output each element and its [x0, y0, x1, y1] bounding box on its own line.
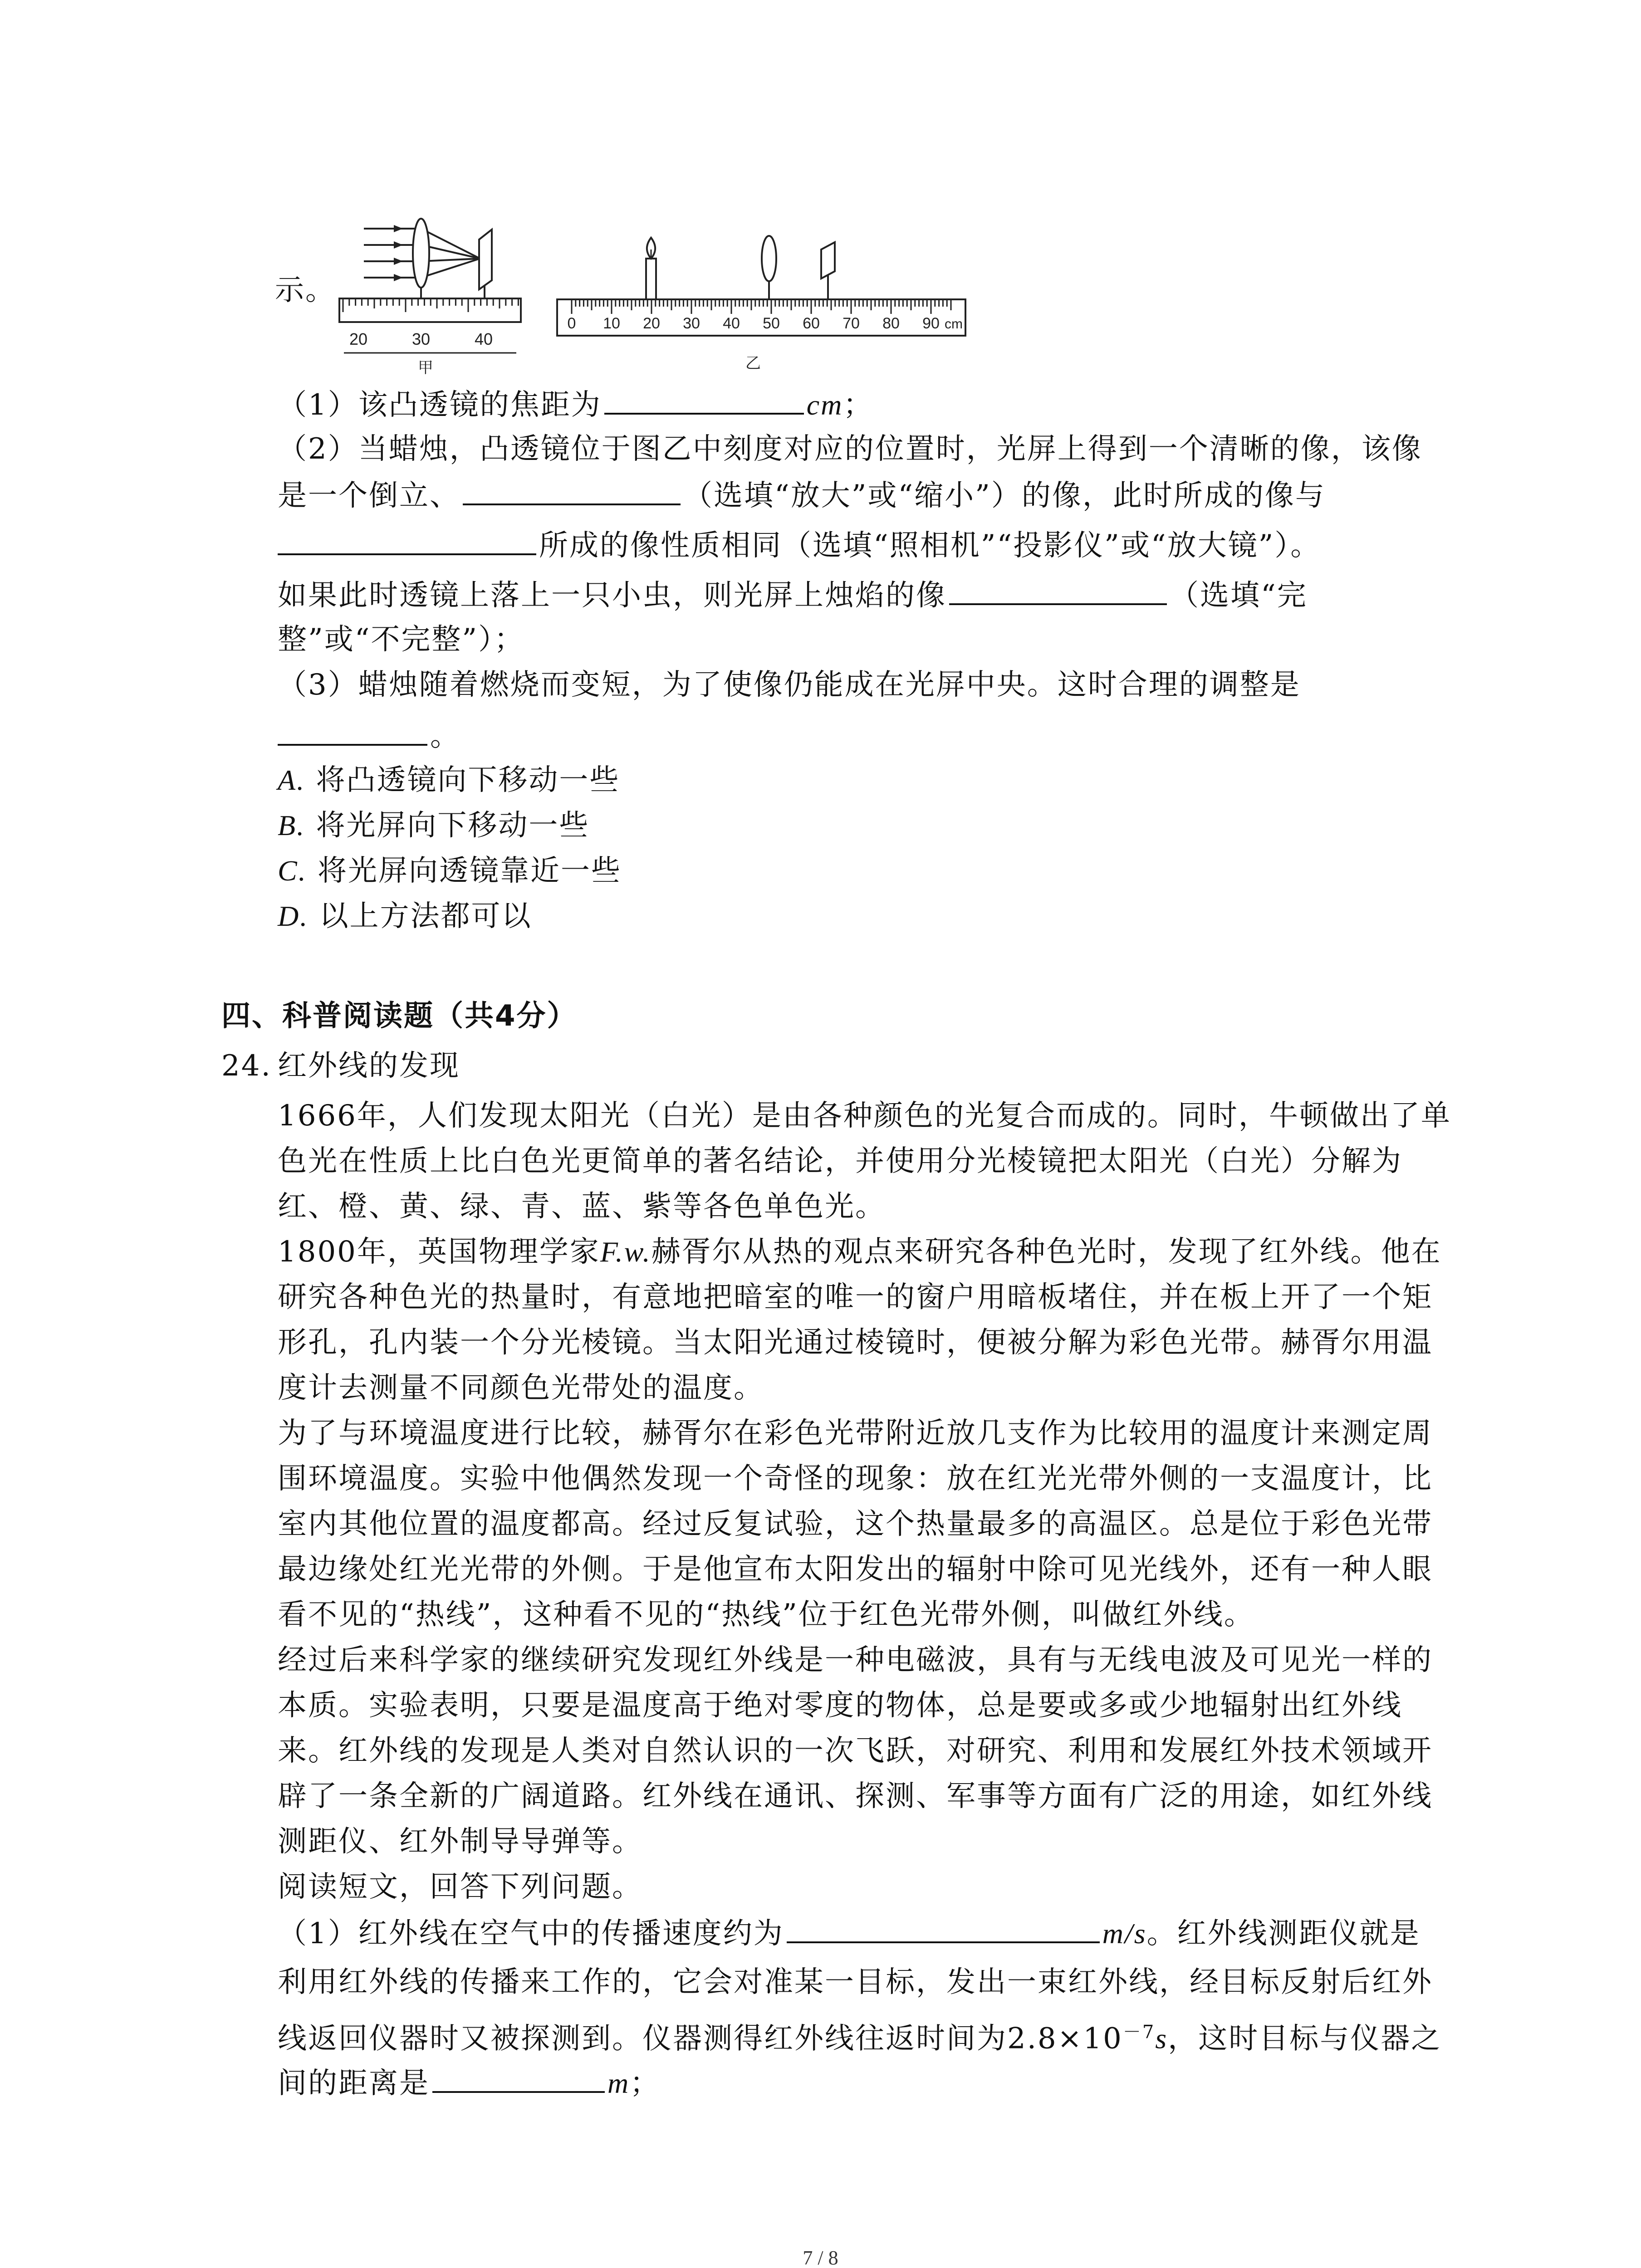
- option-c[interactable]: [278, 853, 622, 889]
- yi-tick-label: 20: [643, 315, 660, 332]
- jia-tick-label: 20: [349, 330, 368, 348]
- exponent: －7: [1122, 2022, 1156, 2043]
- answer-blank[interactable]: [463, 476, 681, 505]
- option-text: 将凸透镜向下移动一些: [305, 763, 620, 797]
- q24-title: 红外线的发现: [278, 1049, 460, 1083]
- passage-line: 为了与环境温度进行比较，赫胥尔在彩色光带附近放几支作为比较用的温度计来测定周: [278, 1417, 1433, 1450]
- q23-part2-text: （选填“完: [1170, 579, 1308, 612]
- passage-line: 度计去测量不同颜色光带处的温度。: [278, 1371, 764, 1405]
- option-b[interactable]: [278, 807, 589, 844]
- q23-part2-text: 如果此时透镜上落上一只小虫，则光屏上烛焰的像: [278, 579, 946, 612]
- answer-blank[interactable]: [278, 526, 536, 555]
- scientist-initials: F.w.: [600, 1236, 652, 1268]
- answer-blank[interactable]: [604, 386, 804, 415]
- passage-line: 辟了一条全新的广阔道路。红外线在通讯、探测、军事等方面有广泛的用途，如红外线: [278, 1779, 1433, 1813]
- option-text: 将光屏向透镜靠近一些: [307, 854, 622, 888]
- yi-tick-label: 10: [603, 315, 620, 332]
- answer-blank[interactable]: [787, 1914, 1100, 1943]
- passage-line: 来。红外线的发现是人类对自然认识的一次飞跃，对研究、利用和发展红外技术领域开: [278, 1734, 1433, 1768]
- q23-part2-line5: 整”或“不完整”）；: [278, 623, 525, 656]
- option-letter: C.: [278, 855, 307, 887]
- passage-line: 看不见的“热线”，这种看不见的“热线”位于红色光带外侧，叫做红外线。: [278, 1598, 1254, 1632]
- q23-part3-line2: [278, 717, 460, 754]
- q23-part2-line4: [278, 576, 1308, 614]
- q24-part1-text: ；: [630, 2067, 661, 2100]
- page-number: 7 / 8: [803, 2247, 838, 2268]
- passage-line: 红、橙、黄、绿、青、蓝、紫等各色单色光。: [278, 1190, 886, 1223]
- passage-line: 阅读短文，回答下列问题。: [278, 1870, 642, 1904]
- q24-number: 24.: [221, 1049, 272, 1083]
- passage-line: 测距仪、红外制导导弹等。: [278, 1825, 642, 1858]
- q23-part1-end: ；: [843, 388, 874, 422]
- q24-part1-line4: [278, 2064, 660, 2102]
- q24-part1-line3: [278, 2014, 1441, 2057]
- jia-tick-label: 40: [474, 330, 493, 348]
- q23-part2-line1: （2）当蜡烛，凸透镜位于图乙中刻度对应的位置时，光屏上得到一个清晰的像，该像: [278, 432, 1422, 466]
- yi-tick-label: 50: [763, 315, 780, 332]
- passage-line: [278, 1234, 1442, 1270]
- q24-part1-text: （1）红外线在空气中的传播速度约为: [278, 1917, 784, 1950]
- passage-text: 赫胥尔从热的观点来研究各种色光时，发现了红外线。他在: [651, 1235, 1442, 1269]
- passage-line: 形孔，孔内装一个分光棱镜。当太阳光通过棱镜时，便被分解为彩色光带。赫胥尔用温: [278, 1326, 1433, 1359]
- yi-tick-label: 30: [683, 315, 700, 332]
- option-letter: B.: [278, 809, 306, 841]
- option-text: 将光屏向下移动一些: [305, 809, 590, 842]
- q23-part1-text: （1）该凸透镜的焦距为: [278, 388, 602, 422]
- section-heading: 四、科普阅读题（共4分）: [221, 999, 578, 1033]
- passage-line: 色光在性质上比白色光更简单的著名结论，并使用分光棱镜把太阳光（白光）分解为: [278, 1144, 1402, 1178]
- yi-tick-label: 60: [803, 315, 820, 332]
- passage-line: 本质。实验表明，只要是温度高于绝对零度的物体，总是要或多或少地辐射出红外线: [278, 1689, 1402, 1722]
- passage-text: 1800年，英国物理学家: [278, 1235, 600, 1269]
- option-text: 以上方法都可以: [309, 899, 532, 933]
- q23-part3-end: 。: [430, 719, 460, 753]
- q23-part2-text: 所成的像性质相同（选填“照相机”“投影仪”或“放大镜”）。: [539, 529, 1321, 562]
- q24-part1-unit: m/s: [1102, 1917, 1147, 1950]
- option-a[interactable]: [278, 762, 620, 798]
- lens-icon: [762, 236, 776, 309]
- yi-tick-label: 0: [567, 315, 576, 332]
- q23-part1-unit: cm: [806, 389, 843, 421]
- yi-tick-label: 70: [843, 315, 860, 332]
- figure-jia-caption: 甲: [418, 359, 433, 376]
- yi-tick-label: 90: [922, 315, 940, 332]
- answer-blank[interactable]: [278, 717, 427, 746]
- option-letter: A.: [278, 764, 306, 796]
- q24-part1-line2: 利用红外线的传播来工作的，它会对准某一目标，发出一束红外线，经目标反射后红外: [278, 1965, 1433, 1999]
- answer-blank[interactable]: [949, 576, 1167, 605]
- figure-yi: [554, 222, 971, 381]
- figure-jia: [335, 217, 534, 380]
- yi-tick-label: 80: [882, 315, 900, 332]
- passage-line: 1666年，人们发现太阳光（白光）是由各种颜色的光复合而成的。同时，牛顿做出了单: [278, 1099, 1451, 1133]
- answer-blank[interactable]: [432, 2064, 605, 2093]
- figure-lead-text: 示。: [275, 274, 336, 307]
- q23-part3-line1: （3）蜡烛随着燃烧而变短，为了使像仍能成在光屏中央。这时合理的调整是: [278, 668, 1301, 702]
- q24-part1-text: 线返回仪器时又被探测到。仪器测得红外线往返时间为2.8×10: [278, 2022, 1123, 2056]
- q23-part2-text: （选填“放大”或“缩小”）的像，此时所成的像与: [683, 479, 1326, 513]
- passage-line: 经过后来科学家的继续研究发现红外线是一种电磁波，具有与无线电波及可见光一样的: [278, 1643, 1433, 1677]
- q23-part2-line3: [278, 526, 1321, 564]
- q24-part1-unit: s: [1155, 2022, 1168, 2055]
- jia-tick-label: 30: [411, 330, 431, 348]
- q24-part1-text: 间的距离是: [278, 2067, 430, 2100]
- passage-line: 围环境温度。实验中他偶然发现一个奇怪的现象：放在红光光带外侧的一支温度计，比: [278, 1462, 1433, 1496]
- yi-tick-label: 40: [723, 315, 740, 332]
- passage-line: 室内其他位置的温度都高。经过反复试验，这个热量最多的高温区。总是位于彩色光带: [278, 1507, 1433, 1541]
- passage-line: 最边缘处红光光带的外侧。于是他宣布太阳发出的辐射中除可见光线外，还有一种人眼: [278, 1553, 1433, 1586]
- yi-unit-label: cm: [945, 317, 963, 332]
- q24-part1-line1: [278, 1914, 1421, 1952]
- q23-part2-text: 是一个倒立、: [278, 479, 460, 513]
- q23-part1: [278, 386, 873, 423]
- option-letter: D.: [278, 900, 309, 932]
- q24-part1-text: 。红外线测距仪就是: [1146, 1917, 1421, 1950]
- q23-part2-line2: [278, 476, 1326, 514]
- passage-line: 研究各种色光的热量时，有意地把暗室的唯一的窗户用暗板堵住，并在板上开了一个矩: [278, 1281, 1433, 1314]
- option-d[interactable]: [278, 898, 532, 934]
- figure-yi-caption: 乙: [745, 355, 761, 372]
- q24-part1-unit: m: [607, 2067, 630, 2099]
- q24-part1-text: ，这时目标与仪器之: [1168, 2022, 1442, 2056]
